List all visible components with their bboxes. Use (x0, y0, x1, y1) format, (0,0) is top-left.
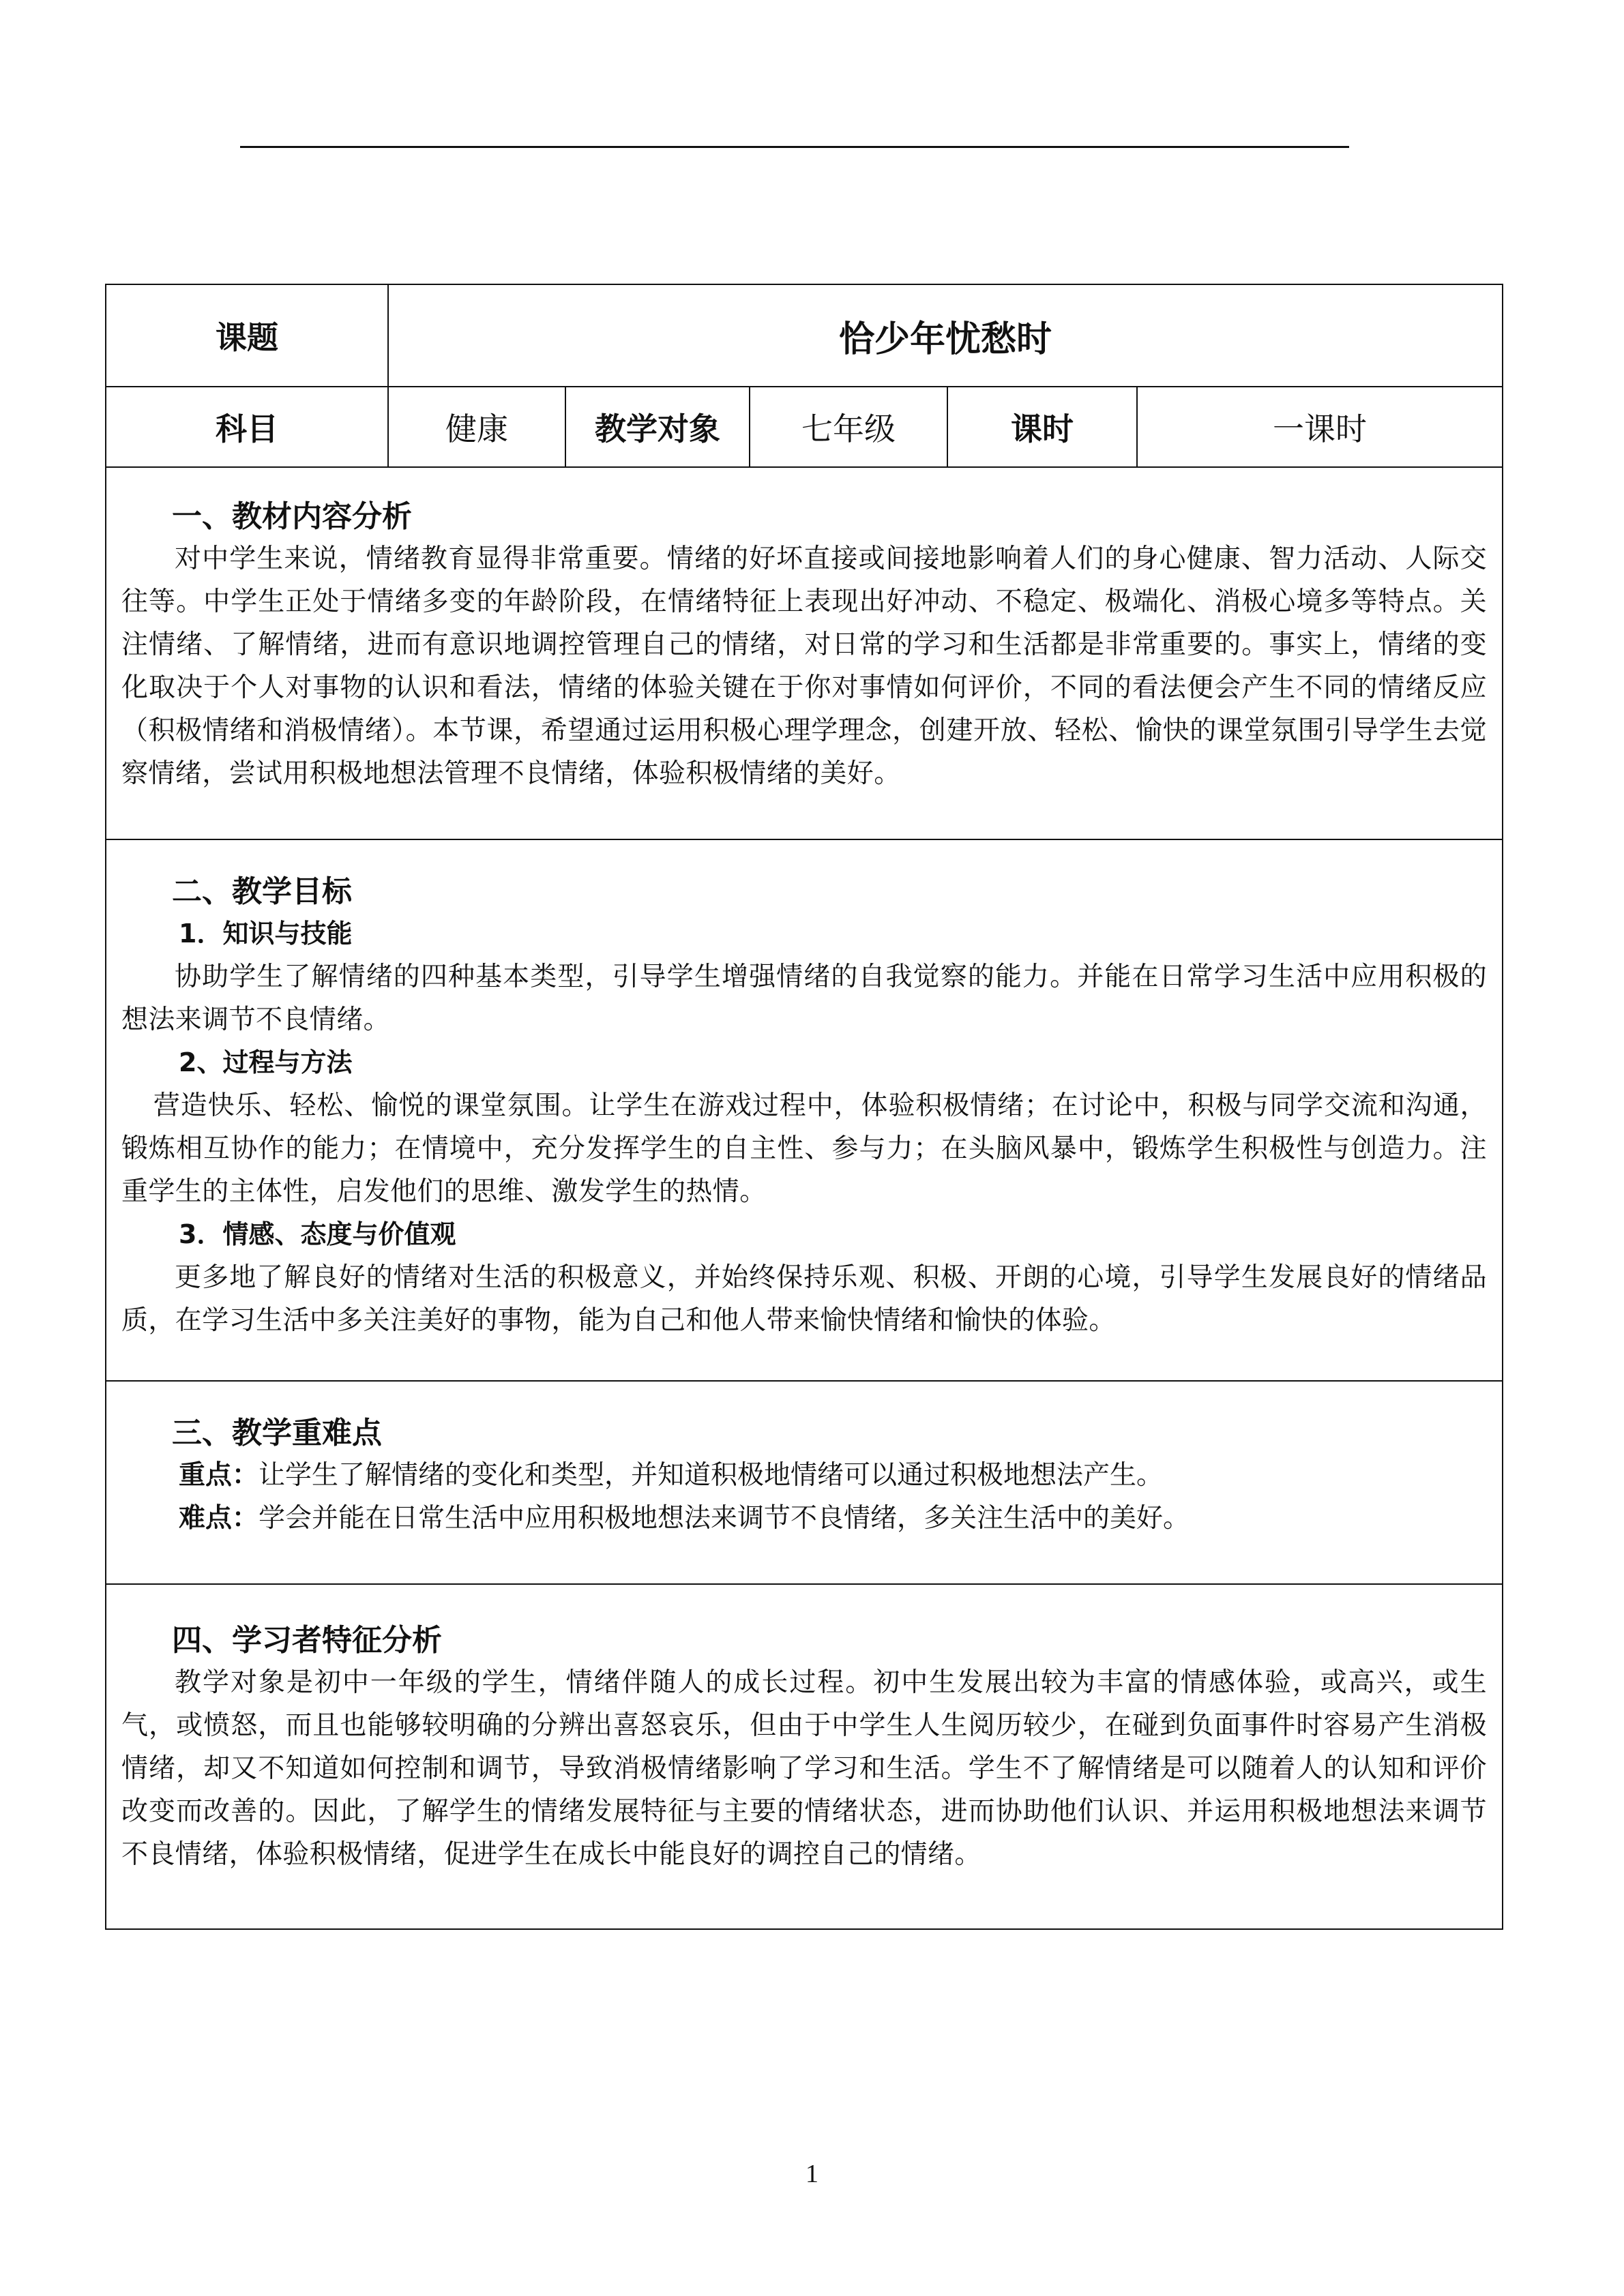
topic-row (106, 284, 1503, 387)
period-label: 课时 (947, 387, 1137, 467)
key-point-text: 让学生了解情绪的变化和类型，并知道积极地情绪可以通过积极地想法产生。 (259, 1460, 1164, 1491)
target-value: 七年级 (750, 387, 947, 467)
key-point-label: 重点： (179, 1460, 259, 1491)
goal2-title: 2、过程与方法 (179, 1047, 353, 1077)
section-key-points (106, 1381, 1503, 1584)
difficulty-text: 学会并能在日常生活中应用积极地想法来调节不良情绪，多关注生活中的美好。 (259, 1503, 1190, 1534)
section4-paragraph: 教学对象是初中一年级的学生，情绪伴随人的成长过程。初中生发展出较为丰富的情感体验，或高兴，或生气，或愤怒，而且也能够较明确的分辨出喜怒哀乐，但由于中学生人生阅历较少，在碰到负面事件时容易产生消极情绪，却又不知道如何控制和调节，导致消极情绪影响了学习和生活。学生不了解情绪是可以随着人的认知和评价改变而改善的。因此，了解学生的情绪发展特征与主要的情绪状态，进而协助他们认识、并运用积极地想法来调节不良情绪，体验积极情绪，促进学生在成长中能良好的调控自己的情绪。 (121, 1667, 1488, 1870)
header-rule (240, 146, 1349, 148)
section-learner-analysis (106, 1584, 1503, 1929)
lesson-plan-table (105, 284, 1503, 1930)
difficulty-label: 难点： (179, 1503, 259, 1534)
topic-label: 课题 (106, 284, 388, 387)
goal3-text: 更多地了解良好的情绪对生活的积极意义，并始终保持乐观、积极、开朗的心境，引导学生发展良好的情绪品质，在学习生活中多关注美好的事物，能为自己和他人带来愉快情绪和愉快的体验。 (121, 1262, 1488, 1336)
period-value: 一课时 (1137, 387, 1503, 467)
info-row (106, 387, 1503, 467)
section1-title: 一、教材内容分析 (172, 499, 412, 534)
subject-value: 健康 (388, 387, 565, 467)
goal3-title: 3．情感、态度与价值观 (179, 1219, 456, 1249)
target-label: 教学对象 (565, 387, 750, 467)
page-number: 1 (806, 2160, 818, 2188)
goal2-text: 营造快乐、轻松、愉悦的课堂氛围。让学生在游戏过程中，体验积极情绪；在讨论中，积极与同学交流和沟通，锻炼相互协作的能力；在情境中，充分发挥学生的自主性、参与力；在头脑风暴中，锻炼学生积极性与创造力。注重学生的主体性，启发他们的思维、激发学生的热情。 (121, 1090, 1488, 1207)
section-content-analysis (106, 467, 1503, 839)
goal1-title: 1．知识与技能 (179, 919, 353, 949)
difficulty-point (121, 1497, 1487, 1540)
section1-paragraph: 对中学生来说，情绪教育显得非常重要。情绪的好坏直接或间接地影响着人们的身心健康、智力活动、人际交往等。中学生正处于情绪多变的年龄阶段，在情绪特征上表现出好冲动、不稳定、极端化、消极心境多等特点。关注情绪、了解情绪，进而有意识地调控管理自己的情绪，对日常的学习和生活都是非常重要的。事实上，情绪的变化取决于个人对事物的认识和看法，情绪的体验关键在于你对事情如何评价，不同的看法便会产生不同的情绪反应（积极情绪和消极情绪）。本节课，希望通过运用积极心理学理念，创建开放、轻松、愉快的课堂氛围引导学生去觉察情绪，尝试用积极地想法管理不良情绪，体验积极情绪的美好。 (121, 543, 1488, 789)
section3-title: 三、教学重难点 (172, 1416, 382, 1450)
section2-title: 二、教学目标 (172, 874, 352, 909)
topic-value: 恰少年忧愁时 (388, 284, 1503, 387)
section-teaching-goals (106, 839, 1503, 1381)
section4-title: 四、学习者特征分析 (172, 1623, 442, 1658)
key-point (121, 1454, 1487, 1497)
subject-label: 科目 (106, 387, 388, 467)
goal1-text: 协助学生了解情绪的四种基本类型，引导学生增强情绪的自我觉察的能力。并能在日常学习生活中应用积极的想法来调节不良情绪。 (121, 961, 1488, 1035)
